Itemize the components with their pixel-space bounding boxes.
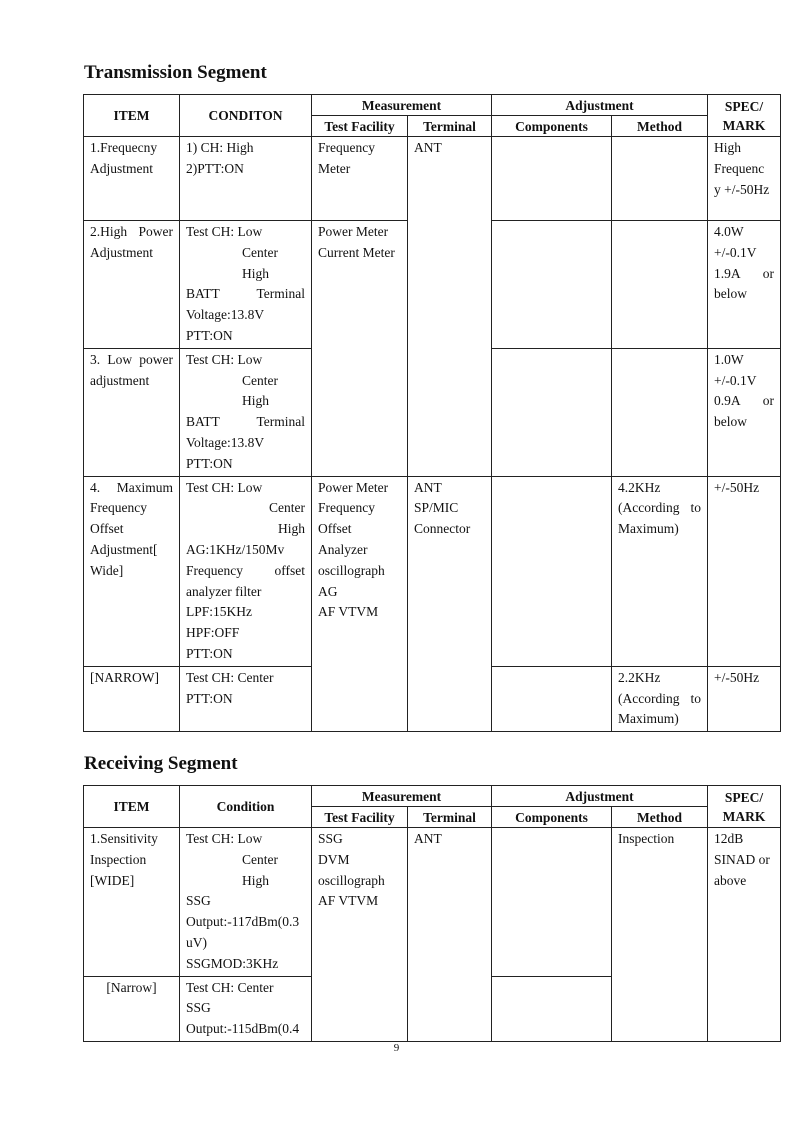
header-condition: CONDITON (180, 95, 312, 137)
header-condition: Condition (180, 786, 312, 828)
header-spec: SPEC/ MARK (708, 95, 781, 137)
condition-cell: Test CH: Low Center High BATT Terminal Voltage:13.8V PTT:ON (180, 348, 312, 476)
condition-cell: Test CH: Center SSG Output:-115dBm(0.4 (180, 976, 312, 1041)
header-method: Method (612, 807, 708, 828)
spec-cell: +/-50Hz (708, 666, 781, 731)
item-cell: [NARROW] (84, 666, 180, 731)
components-cell (492, 137, 612, 221)
receiving-table (83, 785, 781, 1042)
header-item: ITEM (84, 786, 180, 828)
condition-cell: Test CH: Low Center High SSG Output:-117dBm(0.3 uV) SSGMOD:3KHz (180, 828, 312, 977)
item-cell: 3. Low power adjustment (84, 348, 180, 476)
method-cell: 4.2KHz (According to Maximum) (612, 476, 708, 666)
header-method: Method (612, 116, 708, 137)
terminal-cell: ANT SP/MIC Connector (408, 476, 492, 732)
header-components: Components (492, 807, 612, 828)
method-cell (612, 137, 708, 221)
components-cell (492, 828, 612, 977)
components-cell (492, 221, 612, 349)
method-cell (612, 221, 708, 349)
table-row (84, 828, 781, 977)
item-cell: 1.Frequecny Adjustment (84, 137, 180, 221)
receiving-segment-title: Receiving Segment (84, 753, 238, 774)
header-adjustment: Adjustment (492, 786, 708, 807)
condition-cell: Test CH: Low Center High BATT Terminal Voltage:13.8V PTT:ON (180, 221, 312, 349)
test-facility-cell: Power Meter Current Meter (312, 221, 408, 477)
test-facility-cell: SSG DVM oscillograph AF VTVM (312, 828, 408, 1042)
condition-cell: Test CH: Low Center High AG:1KHz/150Mv Frequency offset analyzer filter LPF:15KHz HPF:OFF PTT:ON (180, 476, 312, 666)
header-measurement: Measurement (312, 95, 492, 116)
terminal-cell: ANT (408, 828, 492, 1042)
table-row (84, 137, 781, 221)
table-row (84, 476, 781, 666)
spec-cell: High Frequenc y +/-50Hz (708, 137, 781, 221)
method-cell: Inspection (612, 828, 708, 1042)
item-cell: 4. Maximum Frequency Offset Adjustment[ Wide] (84, 476, 180, 666)
header-item: ITEM (84, 95, 180, 137)
header-terminal: Terminal (408, 807, 492, 828)
spec-cell: 1.0W +/-0.1V 0.9A or below (708, 348, 781, 476)
page-number: 9 (393, 1042, 400, 1054)
header-components: Components (492, 116, 612, 137)
header-adjustment: Adjustment (492, 95, 708, 116)
method-cell (612, 348, 708, 476)
item-cell: 2.High Power Adjustment (84, 221, 180, 349)
components-cell (492, 976, 612, 1041)
components-cell (492, 666, 612, 731)
header-test-facility: Test Facility (312, 807, 408, 828)
test-facility-cell: Power Meter Frequency Offset Analyzer oscillograph AG AF VTVM (312, 476, 408, 732)
condition-cell: Test CH: Center PTT:ON (180, 666, 312, 731)
header-measurement: Measurement (312, 786, 492, 807)
method-cell: 2.2KHz (According to Maximum) (612, 666, 708, 731)
terminal-cell: ANT (408, 137, 492, 477)
test-facility-cell: Frequency Meter (312, 137, 408, 221)
item-cell: 1.Sensitivity Inspection [WIDE] (84, 828, 180, 977)
transmission-segment-title: Transmission Segment (84, 62, 267, 83)
components-cell (492, 348, 612, 476)
condition-cell: 1) CH: High 2)PTT:ON (180, 137, 312, 221)
spec-cell: +/-50Hz (708, 476, 781, 666)
header-terminal: Terminal (408, 116, 492, 137)
spec-cell: 12dB SINAD or above (708, 828, 781, 1042)
spec-cell: 4.0W +/-0.1V 1.9A or below (708, 221, 781, 349)
header-test-facility: Test Facility (312, 116, 408, 137)
transmission-table (83, 94, 781, 732)
components-cell (492, 476, 612, 666)
item-cell: [Narrow] (84, 976, 180, 1041)
header-spec: SPEC/ MARK (708, 786, 781, 828)
